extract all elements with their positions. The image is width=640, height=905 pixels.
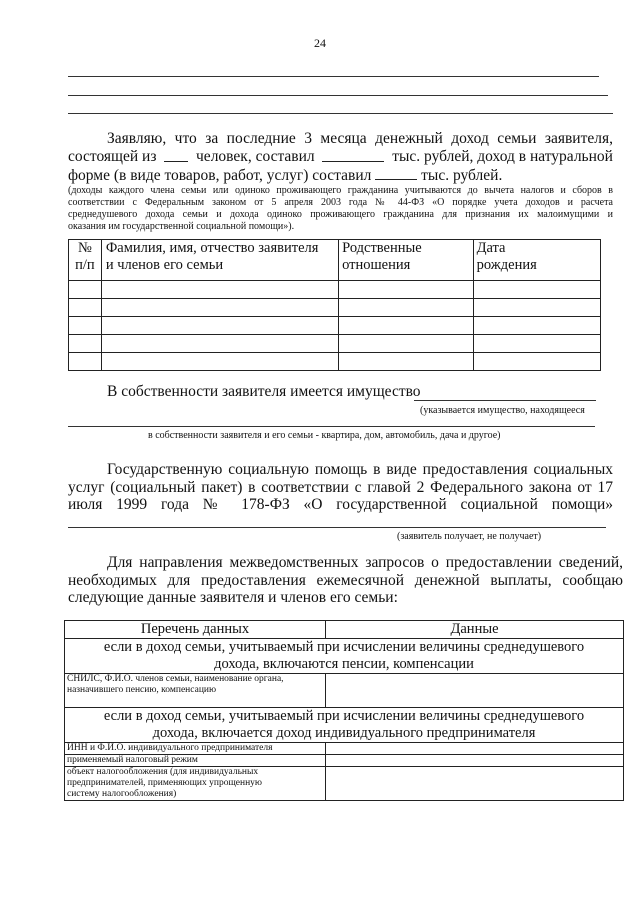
table-cell[interactable]: [473, 335, 600, 353]
table-cell[interactable]: [339, 353, 473, 371]
property-line-2[interactable]: [68, 426, 595, 427]
row-tax-object-l2: предпринимателей, применяющих упрощенную: [67, 778, 263, 788]
table-cell[interactable]: [339, 299, 473, 317]
section-pensions: [65, 639, 624, 674]
table-cell[interactable]: [69, 281, 102, 299]
row-tax-regime: применяемый налоговый режим: [65, 755, 326, 767]
col-data-list: Перечень данных: [65, 621, 326, 639]
table-row: [65, 743, 624, 755]
col-dob-l2: рождения: [476, 257, 537, 273]
row-inn-value[interactable]: [326, 743, 624, 755]
declaration-note-1: (доходы каждого члена семьи или одиноко проживающего гражданина учитываются до вычета налогов и сборов в: [68, 185, 613, 196]
section-entrepreneur: [65, 708, 624, 743]
section-entrepreneur-l1: если в доход семьи, учитываемый при исчислении величины среднедушевого: [103, 708, 585, 724]
table-cell[interactable]: [339, 335, 473, 353]
section-pensions-l1: если в доход семьи, учитываемый при исчислении величины среднедушевого: [103, 639, 585, 655]
social-aid-note: (заявитель получает, не получает): [397, 531, 542, 542]
fill-line: [68, 113, 613, 114]
declaration-line-3a: форме (в виде товаров, работ, услуг) составил: [68, 167, 372, 184]
row-snils-value[interactable]: [326, 674, 624, 708]
col-relation-l2: отношения: [342, 257, 411, 273]
table-row: [65, 767, 624, 801]
table-cell[interactable]: [101, 281, 338, 299]
fill-line: [68, 76, 599, 77]
interagency-line-3: следующие данные заявителя и членов его семьи:: [68, 589, 398, 606]
section-entrepreneur-l2: дохода, включается доход индивидуального предпринимателя: [152, 725, 536, 741]
col-number-l1: №: [77, 240, 92, 256]
data-table-header: [65, 621, 624, 639]
table-row: [65, 755, 624, 767]
declaration-line-3: [68, 166, 502, 185]
section-pensions-l2: дохода, включаются пенсии, компенсации: [214, 656, 474, 672]
income-blank[interactable]: [322, 148, 384, 162]
social-aid-line-3: июля 1999 года № 178-ФЗ «О государственной социальной помощи»: [68, 496, 613, 513]
row-tax-object: [65, 767, 326, 801]
row-inn: ИНН и Ф.И.О. индивидуального предпринимателя: [65, 743, 326, 755]
table-cell[interactable]: [69, 335, 102, 353]
declaration-line-2a: состоящей из: [68, 148, 157, 165]
table-cell[interactable]: [473, 281, 600, 299]
col-dob-l1: Дата: [476, 240, 506, 256]
social-aid-line-2: услуг (социальный пакет) в соответствии с главой 2 Федерального закона от 17: [68, 479, 613, 496]
table-cell[interactable]: [101, 335, 338, 353]
table-cell[interactable]: [473, 317, 600, 335]
table-cell[interactable]: [339, 281, 473, 299]
table-cell[interactable]: [473, 353, 600, 371]
row-tax-object-l3: систему налогообложения): [67, 789, 177, 799]
row-snils-l1: СНИЛС, Ф.И.О. членов семьи, наименование органа,: [67, 674, 284, 684]
page-number: 24: [314, 36, 326, 50]
declaration-line-2c: тыс. рублей, доход в натуральной: [392, 148, 613, 165]
row-tax-object-value[interactable]: [326, 767, 624, 801]
col-data-value: Данные: [326, 621, 624, 639]
col-number: [69, 240, 102, 281]
family-table: [68, 239, 601, 371]
table-row: [69, 299, 601, 317]
table-cell[interactable]: [473, 299, 600, 317]
table-row: [65, 674, 624, 708]
family-table-header: [69, 240, 601, 281]
table-cell[interactable]: [339, 317, 473, 335]
property-line: В собственности заявителя имеется имущество: [107, 383, 421, 400]
social-aid-line-1: Государственную социальную помощь в виде предоставления социальных: [107, 461, 613, 478]
property-note-2: в собственности заявителя и его семьи - квартира, дом, автомобиль, дача и другое): [148, 430, 501, 441]
natural-income-blank[interactable]: [375, 166, 417, 180]
property-note-1: (указывается имущество, находящееся: [420, 405, 585, 416]
fill-line: [68, 95, 608, 96]
declaration-note-2: соответствии с Федеральным законом от 5 апреля 2003 года № 44-ФЗ «О порядке учета доходов и расчета: [68, 197, 613, 208]
social-aid-blank[interactable]: [68, 527, 606, 528]
table-cell[interactable]: [101, 353, 338, 371]
declaration-note-3: среднедушевого дохода семьи и дохода одиноко проживающего гражданина для признания их малоимущими и: [68, 209, 613, 220]
row-snils-l2: назначившего пенсию, компенсацию: [67, 685, 217, 695]
section-entrepreneur-text: [65, 708, 624, 743]
table-row: [69, 335, 601, 353]
interagency-line-1: Для направления межведомственных запросов о предоставлении сведений,: [107, 554, 623, 571]
table-row: [69, 317, 601, 335]
col-name-l1: Фамилия, имя, отчество заявителя: [105, 240, 319, 256]
col-number-l2: п/п: [75, 257, 95, 273]
col-name: [101, 240, 338, 281]
col-relation-l1: Родственные: [342, 240, 422, 256]
family-size-blank[interactable]: [164, 148, 188, 162]
table-cell[interactable]: [101, 299, 338, 317]
table-row: [69, 281, 601, 299]
declaration-line-2: [68, 148, 613, 166]
col-dob: [473, 240, 600, 281]
table-cell[interactable]: [69, 317, 102, 335]
table-cell[interactable]: [69, 299, 102, 317]
declaration-line-3b: тыс. рублей.: [421, 167, 503, 184]
row-tax-object-l1: объект налогообложения (для индивидуальных: [67, 767, 259, 777]
table-cell[interactable]: [69, 353, 102, 371]
table-row: [69, 353, 601, 371]
col-name-l2: и членов его семьи: [105, 257, 224, 273]
declaration-line-2b: человек, составил: [196, 148, 315, 165]
section-pensions-text: [65, 639, 624, 674]
data-table: [64, 620, 624, 801]
property-blank[interactable]: [414, 400, 596, 401]
table-cell[interactable]: [101, 317, 338, 335]
declaration-line-1: Заявляю, что за последние 3 месяца денежный доход семьи заявителя,: [107, 130, 613, 147]
declaration-note-4: оказания им государственной социальной помощи»).: [68, 221, 295, 232]
row-snils: [65, 674, 326, 708]
row-tax-regime-value[interactable]: [326, 755, 624, 767]
col-relation: [339, 240, 473, 281]
interagency-line-2: необходимых для предоставления ежемесячной денежной выплаты, сообщаю: [68, 572, 623, 589]
